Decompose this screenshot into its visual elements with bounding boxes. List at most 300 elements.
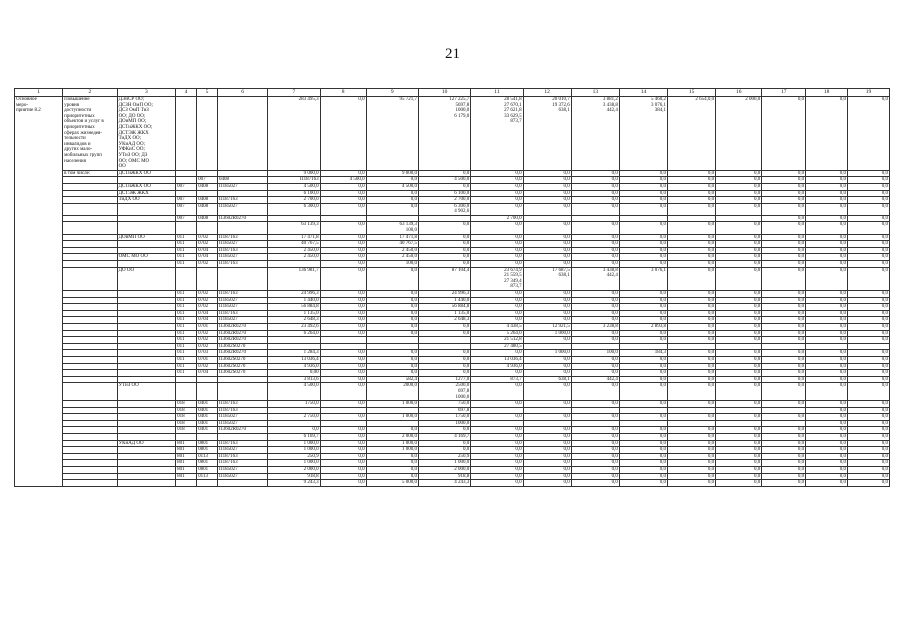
table-cell: 0702 — [197, 291, 218, 298]
table-cell: 0,0 — [668, 291, 716, 298]
table-cell: 0,0 — [668, 467, 716, 474]
table-cell — [523, 407, 571, 414]
total-value: 283 495,3 — [268, 97, 320, 171]
table-cell — [117, 241, 176, 248]
table-cell — [366, 215, 418, 222]
table-cell: 0,0 — [848, 473, 890, 480]
table-cell — [176, 177, 197, 184]
column-number: 2 — [63, 89, 117, 97]
table-cell: 0,0 — [806, 267, 848, 290]
table-cell: 638,1 — [523, 376, 571, 383]
table-cell: 0,0 — [320, 183, 366, 190]
table-cell — [63, 447, 117, 454]
table-cell: 0,00 — [268, 370, 320, 377]
table-cell: 4 169,7 — [418, 434, 470, 441]
table-cell — [117, 401, 176, 408]
table-row — [15, 222, 890, 234]
table-cell — [716, 407, 762, 414]
table-cell: 0,0 — [571, 317, 619, 324]
table-cell: 0,0 — [619, 222, 667, 234]
table-cell: 018 — [176, 427, 197, 434]
table-row — [15, 401, 890, 408]
table-cell: 0,0 — [571, 447, 619, 454]
table-cell — [117, 467, 176, 474]
table-cell: 0,0 — [806, 203, 848, 215]
table-cell: П187163 — [218, 453, 268, 460]
table-cell: 0401 — [197, 427, 218, 434]
table-cell: П185027 — [218, 447, 268, 454]
table-cell — [117, 356, 176, 363]
table-cell: 0,0 — [668, 337, 716, 344]
table-cell: 9 000,0 — [366, 170, 418, 177]
table-cell: 0702 — [197, 234, 218, 241]
table-cell: 0,0 — [806, 183, 848, 190]
table-cell: 0,0 — [716, 254, 762, 261]
table-row — [15, 261, 890, 268]
table-cell: 0,0 — [320, 453, 366, 460]
table-cell: 17 687,5 638,1 — [523, 267, 571, 290]
table-cell — [471, 407, 523, 414]
table-cell: 2000,0 — [366, 383, 418, 401]
table-cell — [117, 215, 176, 222]
table-cell: 0,0 — [619, 317, 667, 324]
table-cell: 2 700,0 — [471, 215, 523, 222]
table-cell: 007 — [176, 197, 197, 204]
table-cell: 0,0 — [848, 297, 890, 304]
table-cell: 0,0 — [762, 170, 806, 177]
table-cell: 0,0 — [320, 291, 366, 298]
table-cell: 0,0 — [320, 197, 366, 204]
table-cell: 0,0 — [571, 222, 619, 234]
table-cell: 0,0 — [806, 383, 848, 401]
table-cell: 17 471,8 — [366, 234, 418, 241]
table-cell: 0,0 — [366, 330, 418, 337]
table-cell: 0,0 — [320, 317, 366, 324]
table-cell: 0,0 — [523, 170, 571, 177]
table-cell: УТиЗ ОО — [117, 383, 176, 401]
table-cell — [523, 420, 571, 427]
table-cell: 0,0 — [668, 267, 716, 290]
table-cell: 0,0 — [571, 304, 619, 311]
column-number: 12 — [523, 89, 571, 97]
table-cell: 007 — [176, 215, 197, 222]
table-cell — [63, 363, 117, 370]
table-cell — [197, 190, 218, 197]
column-number: 17 — [762, 89, 806, 97]
table-cell: 6 100,0 — [418, 190, 470, 197]
table-cell: 0,0 — [418, 323, 470, 330]
table-cell: 0,0 — [320, 247, 366, 254]
table-cell: 0,0 — [523, 440, 571, 447]
table-cell: 0,0 — [806, 427, 848, 434]
table-cell: 0,0 — [762, 241, 806, 248]
table-cell: 011 — [176, 350, 197, 357]
table-cell: 0113 — [197, 473, 218, 480]
table-cell — [63, 467, 117, 474]
table-cell: 2 450,0 — [366, 247, 418, 254]
table-cell: 0,0 — [571, 177, 619, 184]
table-cell: 0,0 — [619, 177, 667, 184]
table-cell — [117, 414, 176, 421]
table-cell: 0704 — [197, 310, 218, 317]
table-cell: 011 — [176, 337, 197, 344]
table-row — [15, 317, 890, 324]
table-cell: 0,0 — [619, 376, 667, 383]
table-cell: 0,0 — [716, 197, 762, 204]
table-cell: 011 — [176, 343, 197, 350]
table-cell — [268, 343, 320, 350]
table-row — [15, 337, 890, 344]
table-cell: 0,0 — [848, 350, 890, 357]
table-cell: 0,0 — [762, 480, 806, 487]
table-cell: 0,0 — [619, 170, 667, 177]
table-cell: 0,0 — [320, 254, 366, 261]
table-cell — [63, 261, 117, 268]
table-row — [15, 460, 890, 467]
table-cell: 0408 — [218, 177, 268, 184]
table-cell: 0,0 — [471, 453, 523, 460]
table-cell: 0,0 — [668, 183, 716, 190]
table-cell: 0,0 — [806, 190, 848, 197]
table-cell: 0,0 — [716, 376, 762, 383]
table-cell: 0,0 — [320, 383, 366, 401]
table-row — [15, 291, 890, 298]
table-cell: 0,0 — [571, 183, 619, 190]
table-cell — [268, 420, 320, 427]
table-cell: П187163 — [218, 291, 268, 298]
table-cell: 007 — [197, 177, 218, 184]
table-row — [15, 356, 890, 363]
table-cell: 4 243,3 — [418, 480, 470, 487]
table-cell: 100,0 — [571, 350, 619, 357]
table-cell: 011 — [176, 261, 197, 268]
budget-table-container — [14, 88, 890, 487]
table-cell: 011 — [176, 234, 197, 241]
table-cell — [117, 460, 176, 467]
table-cell: П3602R0270 — [218, 427, 268, 434]
table-cell: 0,0 — [848, 467, 890, 474]
table-cell — [320, 407, 366, 414]
table-cell: 0,0 — [806, 363, 848, 370]
table-cell: 0,0 — [471, 177, 523, 184]
table-cell: 0703 — [197, 350, 218, 357]
table-cell: 0,0 — [848, 234, 890, 241]
table-cell: 23 674,9 21 559,5 27 349,4 873,7 — [471, 267, 523, 290]
table-cell — [63, 254, 117, 261]
table-cell — [320, 337, 366, 344]
column-number: 8 — [320, 89, 366, 97]
table-cell: 0,0 — [366, 317, 418, 324]
table-cell: 801 — [176, 453, 197, 460]
table-cell: 0,0 — [762, 401, 806, 408]
page-number: 21 — [445, 46, 460, 62]
table-cell: 0,0 — [716, 203, 762, 215]
table-cell: 0702 — [197, 304, 218, 311]
table-cell: 442,4 — [571, 376, 619, 383]
table-cell: 0,0 — [571, 467, 619, 474]
table-cell: 0,0 — [668, 383, 716, 401]
table-cell: 0,0 — [523, 317, 571, 324]
table-row — [15, 350, 890, 357]
table-cell: 0,0 — [571, 254, 619, 261]
table-cell — [63, 427, 117, 434]
table-cell: 0,0 — [471, 447, 523, 454]
table-row — [15, 247, 890, 254]
table-cell: 0702 — [197, 337, 218, 344]
table-cell: 0,0 — [762, 190, 806, 197]
table-cell: 0,0 — [571, 170, 619, 177]
table-cell: П185027 — [218, 254, 268, 261]
table-cell: 0,0 — [668, 304, 716, 311]
table-cell: 0,0 — [806, 460, 848, 467]
table-cell: 0,0 — [848, 453, 890, 460]
table-cell: 0,0 — [806, 370, 848, 377]
table-cell: 0,0 — [716, 317, 762, 324]
table-cell: 2 700,0 — [268, 197, 320, 204]
table-cell: ОМС МО ОО — [117, 254, 176, 261]
table-cell: 0,0 — [320, 203, 366, 215]
table-cell — [218, 480, 268, 487]
table-cell — [366, 420, 418, 427]
table-cell: 0,0 — [523, 304, 571, 311]
table-cell: 0,0 — [806, 467, 848, 474]
table-cell: 0,0 — [523, 453, 571, 460]
table-cell: П187163 — [218, 197, 268, 204]
column-number: 7 — [268, 89, 320, 97]
table-cell: 56 884,8 — [418, 304, 470, 311]
table-cell: П187163 — [218, 460, 268, 467]
table-cell: 0,0 — [523, 363, 571, 370]
table-cell: 0,0 — [523, 401, 571, 408]
table-cell: 0,0 — [668, 427, 716, 434]
column-number: 18 — [806, 89, 848, 97]
table-cell: 0,0 — [523, 247, 571, 254]
table-cell: 9 000,0 — [268, 170, 320, 177]
table-cell: 0,0 — [523, 291, 571, 298]
table-cell: 4 500,0 — [268, 383, 320, 401]
table-cell — [117, 427, 176, 434]
table-cell: 5 000,0 — [366, 480, 418, 487]
table-cell — [63, 383, 117, 401]
table-cell: 0,0 — [471, 434, 523, 441]
table-cell: 0,0 — [806, 434, 848, 441]
table-cell — [218, 376, 268, 383]
table-cell — [117, 310, 176, 317]
table-cell: 0,0 — [619, 414, 667, 421]
table-cell: 0,0 — [571, 453, 619, 460]
table-cell: 2 648,3 — [418, 317, 470, 324]
table-cell: 27 480,5 — [471, 343, 523, 350]
table-cell: 0,0 — [806, 323, 848, 330]
table-cell: 0,0 — [619, 440, 667, 447]
table-cell: 0,0 — [571, 247, 619, 254]
table-cell: 0,0 — [320, 310, 366, 317]
table-cell: 0,0 — [523, 197, 571, 204]
table-cell: П187163 — [218, 247, 268, 254]
cell — [197, 97, 218, 171]
table-cell: 4 438,5 — [471, 323, 523, 330]
table-cell: 0,0 — [471, 440, 523, 447]
table-row — [15, 434, 890, 441]
table-cell: 0,0 — [471, 190, 523, 197]
table-cell: 0,0 — [619, 310, 667, 317]
table-cell: 0,0 — [668, 370, 716, 377]
table-cell — [63, 203, 117, 215]
table-cell — [571, 407, 619, 414]
table-cell: 4 500,0 — [268, 183, 320, 190]
table-cell: 0704 — [197, 247, 218, 254]
table-cell — [63, 323, 117, 330]
table-cell: 1 000,0 — [418, 460, 470, 467]
table-cell — [418, 337, 470, 344]
table-cell: 0,0 — [762, 267, 806, 290]
table-cell: 0,0 — [523, 234, 571, 241]
table-cell: 100,0 — [366, 261, 418, 268]
table-cell: 011 — [176, 297, 197, 304]
table-cell: 0,0 — [471, 414, 523, 421]
table-cell: 0,0 — [762, 261, 806, 268]
table-cell: 0,0 — [523, 460, 571, 467]
table-cell: 0,0 — [571, 370, 619, 377]
table-cell: 0,0 — [762, 297, 806, 304]
table-cell — [117, 297, 176, 304]
table-cell: 0,0 — [762, 310, 806, 317]
table-cell — [619, 420, 667, 427]
table-cell — [268, 337, 320, 344]
table-cell: 1 000,0 — [268, 440, 320, 447]
table-cell — [63, 234, 117, 241]
table-cell — [668, 407, 716, 414]
table-cell: 011 — [176, 291, 197, 298]
table-cell: 0,0 — [848, 330, 890, 337]
table-cell: 0702 — [197, 343, 218, 350]
table-cell: 250,9 — [418, 453, 470, 460]
table-cell: 0,0 — [762, 304, 806, 311]
table-cell — [762, 407, 806, 414]
table-cell — [523, 343, 571, 350]
table-cell — [668, 215, 716, 222]
table-cell: 0,0 — [848, 401, 890, 408]
table-cell: 801 — [176, 467, 197, 474]
table-cell: 0,0 — [716, 356, 762, 363]
table-cell: 0,0 — [848, 480, 890, 487]
table-cell — [366, 343, 418, 350]
table-cell: 0,0 — [366, 291, 418, 298]
table-cell: 0,0 — [848, 460, 890, 467]
table-cell — [176, 434, 197, 441]
table-cell: 0,0 — [806, 170, 848, 177]
table-cell: 0,0 — [806, 254, 848, 261]
table-cell: 0701 — [197, 323, 218, 330]
table-cell: 0,0 — [320, 350, 366, 357]
table-cell: 0,0 — [523, 310, 571, 317]
table-cell — [63, 420, 117, 427]
table-cell: 0,0 — [762, 177, 806, 184]
table-cell — [63, 190, 117, 197]
table-cell: 918,8 — [418, 473, 470, 480]
table-cell — [63, 414, 117, 421]
table-cell: 0,0 — [471, 254, 523, 261]
table-cell: 0,0 — [716, 427, 762, 434]
table-cell: 0,0 — [571, 297, 619, 304]
table-cell: 0,0 — [571, 473, 619, 480]
table-cell: П187163 — [218, 401, 268, 408]
table-cell — [117, 247, 176, 254]
table-cell: П185027 — [218, 414, 268, 421]
table-cell: 0,0 — [471, 261, 523, 268]
column-number: 13 — [571, 89, 619, 97]
table-cell: 2 700,0 — [418, 197, 470, 204]
table-cell: 4 936,0 — [268, 363, 320, 370]
table-cell: 1000,0 — [418, 420, 470, 427]
column-number-row — [15, 89, 890, 97]
table-cell: 5 264,0 — [471, 330, 523, 337]
table-cell: 0,0 — [806, 330, 848, 337]
table-cell: 0,0 — [619, 241, 667, 248]
table-cell: 0,0 — [366, 460, 418, 467]
table-cell: 0702 — [197, 241, 218, 248]
table-cell: 0,0 — [848, 267, 890, 290]
table-cell: 0,0 — [523, 337, 571, 344]
table-cell: 0,0 — [523, 190, 571, 197]
table-cell: 0,0 — [471, 401, 523, 408]
table-cell: 0,0 — [716, 190, 762, 197]
table-cell: 0,0 — [848, 370, 890, 377]
cell — [218, 97, 268, 171]
table-cell: 0,0 — [762, 356, 806, 363]
table-cell: 0,0 — [762, 330, 806, 337]
table-cell: 0,0 — [619, 356, 667, 363]
table-cell: 0,0 — [762, 197, 806, 204]
table-cell: 0,0 — [366, 356, 418, 363]
table-cell: 0,0 — [806, 247, 848, 254]
activity-code: Основное меро- приятие 8.2 — [15, 97, 63, 487]
table-cell: 0,0 — [716, 440, 762, 447]
table-cell: 0,0 — [523, 203, 571, 215]
table-row — [15, 473, 890, 480]
table-cell: 0,0 — [668, 447, 716, 454]
table-cell: 6 300,0 4 902,6 — [418, 203, 470, 215]
table-cell: 0,0 — [848, 177, 890, 184]
table-cell: 0,0 — [848, 363, 890, 370]
table-cell: 0,0 — [668, 170, 716, 177]
table-cell — [218, 267, 268, 290]
table-cell: 0,0 — [668, 356, 716, 363]
table-cell: 0,0 — [619, 427, 667, 434]
table-cell: 0,0 — [471, 473, 523, 480]
table-cell: П185027 — [218, 297, 268, 304]
table-cell: 0,0 — [668, 350, 716, 357]
table-cell: 12 921,5 — [523, 323, 571, 330]
value-cell: 2 654,0,0 — [668, 97, 716, 171]
table-cell: 0,0 — [320, 460, 366, 467]
table-cell: 011 — [176, 317, 197, 324]
table-cell — [63, 241, 117, 248]
table-cell: 0,0 — [571, 241, 619, 248]
table-cell — [762, 420, 806, 427]
table-cell — [716, 420, 762, 427]
table-cell: 0,0 — [471, 241, 523, 248]
table-cell: 0,0 — [668, 190, 716, 197]
table-cell: ДСТиЖКХ ОО — [117, 183, 176, 190]
table-cell: УКиАД ОО — [117, 440, 176, 447]
table-cell: 0,0 — [619, 330, 667, 337]
table-cell: 0408 — [197, 183, 218, 190]
table-cell: 4 500,0 — [366, 183, 418, 190]
table-cell: 0,0 — [418, 247, 470, 254]
table-cell: 0,0 — [716, 297, 762, 304]
table-cell: 018 — [176, 401, 197, 408]
